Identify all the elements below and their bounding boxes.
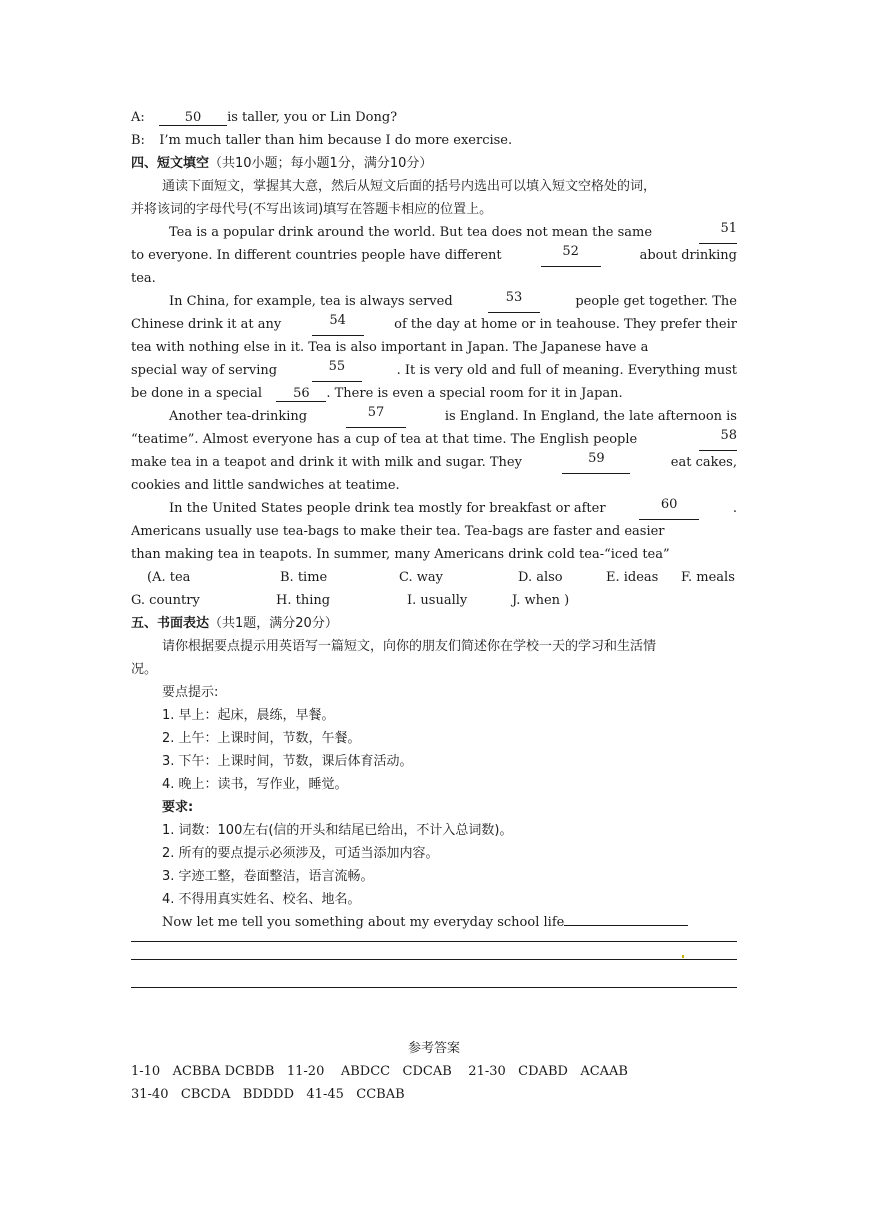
section5-note: （共1题，满分20分） <box>209 616 338 631</box>
passage-line <box>131 405 737 428</box>
dialogue-b-text: I’m much taller than him because I do more exercise. <box>159 133 513 148</box>
passage-text: Chinese drink it at any <box>131 317 282 332</box>
speaker-a-label: A: <box>131 110 145 125</box>
requirements-title: 要求: <box>162 800 194 815</box>
points-title: 要点提示: <box>162 685 219 700</box>
passage-line <box>131 497 737 520</box>
speaker-b-label: B: <box>131 133 145 148</box>
exam-page <box>131 106 737 934</box>
ink-dot <box>682 955 684 958</box>
passage-line <box>131 221 737 244</box>
blank-58[interactable]: 58 <box>699 428 737 451</box>
passage-text: is England. In England, the late afternoon is <box>444 409 737 424</box>
writing-line[interactable] <box>131 959 737 960</box>
passage-text: . There is even a special room for it in Japan. <box>326 386 623 401</box>
passage-text: . <box>732 501 737 516</box>
section4-instruction-1: 通读下面短文，掌握其大意，然后从短文后面的括号内选出可以填入短文空格处的词， <box>162 179 657 194</box>
blank-53[interactable]: 53 <box>488 290 540 313</box>
section5-title: 五、书面表达 <box>131 616 210 631</box>
passage-text: eat cakes, <box>670 455 737 470</box>
passage-text: tea with nothing else in it. Tea is also important in Japan. The Japanese have a <box>131 340 649 355</box>
blank-59[interactable]: 59 <box>562 451 630 474</box>
passage-line <box>131 451 737 474</box>
point-item: 4. 晚上：读书，写作业，睡觉。 <box>162 777 348 792</box>
section4-heading <box>131 152 737 175</box>
requirement-item: 3. 字迹工整，卷面整洁，语言流畅。 <box>162 869 374 884</box>
passage-line: cookies and little sandwiches at teatime. <box>131 478 400 493</box>
passage-line <box>131 428 737 451</box>
point-item: 3. 下午：上课时间，节数，课后体育活动。 <box>162 754 413 769</box>
answers-line-1: 1-10 ACBBA DCBDB 11-20 ABDCC CDCAB 21-30 CDABD ACAAB <box>131 1064 628 1079</box>
passage-text: Another tea-drinking <box>169 409 308 424</box>
writing-opening <box>131 911 737 934</box>
section5-heading <box>131 612 737 635</box>
passage-line <box>131 313 737 336</box>
passage-text: special way of serving <box>131 363 278 378</box>
passage-line <box>131 520 737 543</box>
passage-line <box>131 336 737 359</box>
answers-title: 参考答案 <box>407 1041 460 1056</box>
passage-line <box>131 382 737 405</box>
requirement-item: 1. 词数：100左右(信的开头和结尾已给出，不计入总词数)。 <box>162 823 513 838</box>
passage-text: In the United States people drink tea mostly for breakfast or after <box>169 501 606 516</box>
blank-51[interactable]: 51 <box>699 221 737 244</box>
section4-note: （共10小题；每小题1分，满分10分） <box>209 156 433 171</box>
writing-line[interactable] <box>131 987 737 988</box>
option-e: E. ideas <box>606 570 659 585</box>
option-h: H. thing <box>276 593 331 608</box>
blank-54[interactable]: 54 <box>312 313 364 336</box>
option-b: B. time <box>280 570 328 585</box>
passage-text: make tea in a teapot and drink it with milk and sugar. They <box>131 455 522 470</box>
section5-instruction-2: 况。 <box>131 662 158 677</box>
passage-text: than making tea in teapots. In summer, many Americans drink cold tea-“iced tea” <box>131 547 670 562</box>
passage-text: be done in a special <box>131 386 263 401</box>
passage-text: about drinking <box>639 248 737 263</box>
passage-line <box>131 359 737 382</box>
requirement-item: 2. 所有的要点提示必须涉及，可适当添加内容。 <box>162 846 439 861</box>
option-d: D. also <box>518 570 563 585</box>
option-j: J. when ) <box>512 593 570 608</box>
option-f: F. meals <box>681 570 735 585</box>
point-item: 2. 上午：上课时间，节数，午餐。 <box>162 731 361 746</box>
option-g: G. country <box>131 593 200 608</box>
passage-text: . It is very old and full of meaning. Everything must <box>396 363 737 378</box>
blank-55[interactable]: 55 <box>312 359 362 382</box>
point-item: 1. 早上：起床，晨练，早餐。 <box>162 708 335 723</box>
answers-line-2: 31-40 CBCDA BDDDD 41-45 CCBAB <box>131 1087 405 1102</box>
options-row-2 <box>131 589 737 612</box>
passage-line <box>131 290 737 313</box>
blank-56[interactable]: 56 <box>276 386 326 402</box>
dialogue-a-text: is taller, you or Lin Dong? <box>227 110 398 125</box>
section4-instruction-2: 并将该词的字母代号(不写出该词)填写在答题卡相应的位置上。 <box>131 202 493 217</box>
passage-text: Tea is a popular drink around the world. But tea does not mean the same <box>169 225 653 240</box>
blank-60[interactable]: 60 <box>639 497 699 520</box>
passage-text: “teatime”. Almost everyone has a cup of tea at that time. The English people <box>131 432 638 447</box>
option-i: I. usually <box>407 593 468 608</box>
opening-sentence: Now let me tell you something about my everyday school life <box>162 915 565 930</box>
passage-line <box>131 244 737 267</box>
option-a: (A. tea <box>147 570 191 585</box>
blank-57[interactable]: 57 <box>346 405 406 428</box>
writing-line[interactable] <box>131 941 737 942</box>
passage-text: to everyone. In different countries people have different <box>131 248 502 263</box>
passage-text: Americans usually use tea-bags to make their tea. Tea-bags are faster and easier <box>131 524 665 539</box>
dialogue-b <box>131 129 737 152</box>
option-c: C. way <box>399 570 443 585</box>
passage-text: people get together. The <box>575 294 737 309</box>
requirement-item: 4. 不得用真实姓名、校名、地名。 <box>162 892 361 907</box>
blank-52[interactable]: 52 <box>541 244 601 267</box>
passage-text: In China, for example, tea is always served <box>169 294 453 309</box>
section4-title: 四、短文填空 <box>131 156 210 171</box>
section5-instruction-1: 请你根据要点提示用英语写一篇短文，向你的朋友们简述你在学校一天的学习和生活情 <box>162 639 657 654</box>
options-row-1 <box>131 566 737 589</box>
passage-line <box>131 543 737 566</box>
blank-50[interactable]: 50 <box>159 110 227 126</box>
dialogue-a <box>131 106 737 129</box>
writing-line-start[interactable] <box>564 911 688 926</box>
passage-line: tea. <box>131 271 156 286</box>
passage-text: of the day at home or in teahouse. They prefer their <box>394 317 737 332</box>
answer-key <box>131 1037 737 1106</box>
